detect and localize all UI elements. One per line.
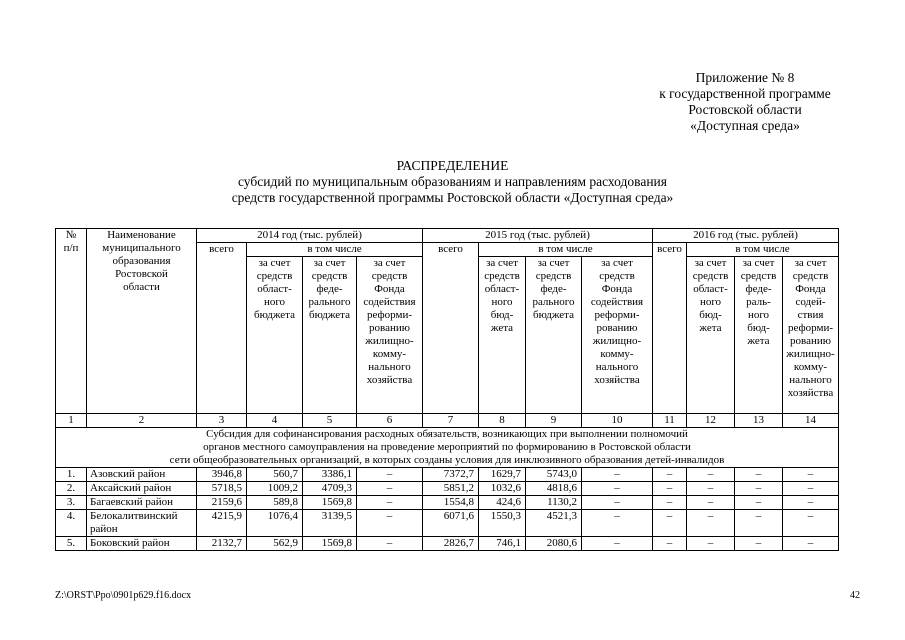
- header-text-line: жета: [699, 322, 722, 334]
- header-text-line: за счет: [694, 257, 727, 269]
- title-line: средств государственной программы Ростовской области «Доступная среда»: [231, 190, 674, 205]
- header-text-line: средств: [792, 270, 829, 282]
- table-row: [56, 537, 839, 551]
- header-text-line: ного: [747, 309, 770, 321]
- value-2016-federal: –: [735, 496, 783, 510]
- header-text-line: раль-: [746, 296, 771, 308]
- header-text-line: бюджета: [253, 309, 295, 321]
- header-text-line: средств: [535, 270, 572, 282]
- value-2014-total: 2159,6: [197, 496, 247, 510]
- header-text-line: рального: [308, 296, 351, 308]
- value-2015-federal: 4818,6: [526, 482, 582, 496]
- header-2016: 2016 год (тыс. рублей): [653, 229, 839, 243]
- header-text-line: рованию: [369, 322, 410, 334]
- header-text-line: содействия: [590, 296, 644, 308]
- header-including-2015: в том числе: [479, 243, 653, 257]
- column-number: 5: [303, 414, 357, 428]
- header-2015: 2015 год (тыс. рублей): [423, 229, 653, 243]
- value-2015-total: 6071,6: [423, 510, 479, 537]
- header-total-2015: всего: [423, 243, 479, 414]
- column-number: 8: [479, 414, 526, 428]
- value-2015-federal: 5743,0: [526, 468, 582, 482]
- stack: [89, 229, 194, 294]
- value-2016-fund: –: [783, 510, 839, 537]
- row-number: 3.: [56, 496, 87, 510]
- value-2016-total: –: [653, 482, 687, 496]
- value-2016-federal: –: [735, 537, 783, 551]
- header-text-line: рованию: [790, 335, 831, 347]
- header-text-line: жилищно-: [786, 348, 835, 360]
- header-total-2014: всего: [197, 243, 247, 414]
- column-number: 14: [783, 414, 839, 428]
- value-2016-total: –: [653, 510, 687, 537]
- value-2015-regional: 1032,6: [479, 482, 526, 496]
- header-text-line: хозяйства: [787, 387, 834, 399]
- value-2016-federal: –: [735, 468, 783, 482]
- column-number: 12: [687, 414, 735, 428]
- title-line: РАСПРЕДЕЛЕНИЕ: [396, 158, 509, 173]
- header-text-line: средств: [256, 270, 293, 282]
- header-text-line: хозяйства: [366, 374, 413, 386]
- table-row: [56, 482, 839, 496]
- header-text-line: феде-: [316, 283, 343, 295]
- value-2016-regional: –: [687, 537, 735, 551]
- value-2014-total: 4215,9: [197, 510, 247, 537]
- page-number: 42: [850, 590, 860, 601]
- table-row: [56, 496, 839, 510]
- document-title: [0, 158, 905, 206]
- header-text-line: жета: [490, 322, 514, 334]
- value-2014-fund: –: [357, 468, 423, 482]
- column-number: 6: [357, 414, 423, 428]
- value-2014-regional: 1009,2: [247, 482, 303, 496]
- value-2014-regional: 560,7: [247, 468, 303, 482]
- header-text-line: реформи-: [788, 322, 833, 334]
- value-2016-total: –: [653, 496, 687, 510]
- value-2015-fund: –: [582, 482, 653, 496]
- header-text-line: хозяйства: [594, 374, 640, 386]
- header-text-line: ствия: [797, 309, 824, 321]
- header-text-line: комму-: [600, 348, 634, 360]
- header-2016-fund: [783, 257, 839, 414]
- header-text-line: феде-: [540, 283, 567, 295]
- header-text-line: Фонда: [601, 283, 633, 295]
- value-2014-total: 2132,7: [197, 537, 247, 551]
- column-number: 1: [56, 414, 87, 428]
- column-number: 13: [735, 414, 783, 428]
- value-2015-fund: –: [582, 468, 653, 482]
- header-text-line: Наименование: [107, 229, 176, 241]
- row-number: 1.: [56, 468, 87, 482]
- header-text-line: за счет: [373, 257, 406, 269]
- header-text-line: средств: [371, 270, 408, 282]
- footer-file-path: Z:\ORST\Ppo\0901p629.f16.docx: [55, 590, 192, 601]
- column-number: 3: [197, 414, 247, 428]
- header-text-line: бюд-: [699, 309, 722, 321]
- header-text-line: област-: [484, 283, 520, 295]
- column-number: 9: [526, 414, 582, 428]
- value-2014-federal: 3139,5: [303, 510, 357, 537]
- header-text-line: бюд-: [490, 309, 514, 321]
- row-number: 5.: [56, 537, 87, 551]
- header-text-line: средств: [311, 270, 348, 282]
- header-text-line: бюджета: [308, 309, 350, 321]
- header-text-line: феде-: [745, 283, 772, 295]
- header-text-line: реформи-: [367, 309, 412, 321]
- header-text-line: бюджета: [532, 309, 574, 321]
- value-2015-federal: 1130,2: [526, 496, 582, 510]
- municipality-name: Белокалитвинский район: [87, 510, 197, 537]
- header-text-line: за счет: [742, 257, 775, 269]
- value-2014-regional: 1076,4: [247, 510, 303, 537]
- header-2014-federal: [303, 257, 357, 414]
- header-text-line: жилищно-: [592, 335, 642, 347]
- value-2016-fund: –: [783, 537, 839, 551]
- table-row: [56, 510, 839, 537]
- header-text-line: за счет: [794, 257, 827, 269]
- header-2015-regional: [479, 257, 526, 414]
- value-2016-fund: –: [783, 482, 839, 496]
- value-2015-total: 2826,7: [423, 537, 479, 551]
- value-2015-fund: –: [582, 510, 653, 537]
- header-number: № п/п: [56, 229, 87, 414]
- header-row-years: [56, 229, 839, 243]
- row-number: 4.: [56, 510, 87, 537]
- value-2016-fund: –: [783, 468, 839, 482]
- header-2014: 2014 год (тыс. рублей): [197, 229, 423, 243]
- header-text-line: ного: [699, 296, 722, 308]
- header-text-line: Фонда: [795, 283, 826, 295]
- header-text-line: содей-: [795, 296, 826, 308]
- header-text-line: муниципального: [102, 242, 181, 254]
- value-2016-regional: –: [687, 496, 735, 510]
- header-text-line: жета: [747, 335, 770, 347]
- value-2016-regional: –: [687, 510, 735, 537]
- municipality-name: Азовский район: [87, 468, 197, 482]
- value-2016-federal: –: [735, 510, 783, 537]
- municipality-name: Аксайский район: [87, 482, 197, 496]
- value-2016-federal: –: [735, 482, 783, 496]
- header-text-line: нального: [368, 361, 411, 373]
- header-text-line: комму-: [372, 348, 407, 360]
- header-including-2014: в том числе: [247, 243, 423, 257]
- appendix-block: [645, 70, 845, 134]
- value-2015-total: 1554,8: [423, 496, 479, 510]
- value-2014-regional: 562,9: [247, 537, 303, 551]
- header-2014-regional: [247, 257, 303, 414]
- column-numbers-row: [56, 414, 839, 428]
- header-text-line: рованию: [596, 322, 638, 334]
- header-text-line: содействия: [363, 296, 416, 308]
- table-row: [56, 468, 839, 482]
- header-text-line: за счет: [486, 257, 518, 269]
- header-text-line: ного: [263, 296, 286, 308]
- header-2016-regional: [687, 257, 735, 414]
- value-2014-fund: –: [357, 510, 423, 537]
- municipality-name: Боковский район: [87, 537, 197, 551]
- value-2016-regional: –: [687, 482, 735, 496]
- header-text-line: образования: [112, 255, 171, 267]
- header-text-line: нального: [595, 361, 639, 373]
- value-2014-federal: 3386,1: [303, 468, 357, 482]
- value-2014-total: 3946,8: [197, 468, 247, 482]
- header-text-line: жилищно-: [365, 335, 414, 347]
- header-text-line: за счет: [313, 257, 346, 269]
- value-2015-federal: 4521,3: [526, 510, 582, 537]
- distribution-table: [55, 228, 839, 551]
- header-text-line: за счет: [601, 257, 633, 269]
- header-text-line: области: [123, 281, 160, 293]
- header-text-line: средств: [484, 270, 520, 282]
- header-2014-fund: [357, 257, 423, 414]
- header-text-line: област-: [257, 283, 292, 295]
- column-number: 4: [247, 414, 303, 428]
- appendix-line: к государственной программе: [659, 86, 831, 101]
- value-2014-fund: –: [357, 496, 423, 510]
- value-2014-fund: –: [357, 537, 423, 551]
- header-text-line: средств: [692, 270, 729, 282]
- header-text-line: средств: [599, 270, 635, 282]
- value-2015-regional: 424,6: [479, 496, 526, 510]
- header-text-line: Ростовской: [115, 268, 168, 280]
- value-2014-regional: 589,8: [247, 496, 303, 510]
- header-name: [87, 229, 197, 414]
- header-2015-fund: [582, 257, 653, 414]
- value-2015-fund: –: [582, 496, 653, 510]
- header-text-line: ного: [491, 296, 513, 308]
- value-2014-federal: 1569,8: [303, 496, 357, 510]
- value-2014-federal: 1569,8: [303, 537, 357, 551]
- header-2016-federal: [735, 257, 783, 414]
- header-including-2016: в том числе: [687, 243, 839, 257]
- appendix-line: Ростовской области: [688, 102, 802, 117]
- appendix-line: Приложение № 8: [695, 70, 795, 85]
- value-2016-total: –: [653, 468, 687, 482]
- section-header-row: [56, 428, 839, 468]
- header-text-line: за счет: [258, 257, 291, 269]
- value-2014-total: 5718,5: [197, 482, 247, 496]
- value-2015-regional: 1629,7: [479, 468, 526, 482]
- value-2014-federal: 4709,3: [303, 482, 357, 496]
- value-2014-fund: –: [357, 482, 423, 496]
- value-2016-regional: –: [687, 468, 735, 482]
- header-2015-federal: [526, 257, 582, 414]
- column-number: 7: [423, 414, 479, 428]
- value-2016-fund: –: [783, 496, 839, 510]
- column-number: 10: [582, 414, 653, 428]
- municipality-name: Багаевский район: [87, 496, 197, 510]
- header-text-line: нального: [789, 374, 832, 386]
- row-number: 2.: [56, 482, 87, 496]
- header-text-line: рального: [532, 296, 575, 308]
- column-number: 11: [653, 414, 687, 428]
- value-2015-total: 7372,7: [423, 468, 479, 482]
- header-total-2016: всего: [653, 243, 687, 414]
- value-2015-total: 5851,2: [423, 482, 479, 496]
- title-line: субсидий по муниципальным образованиям и направлениям расходования: [237, 174, 667, 189]
- header-text-line: за счет: [537, 257, 570, 269]
- header-text-line: Фонда: [374, 283, 405, 295]
- value-2015-federal: 2080,6: [526, 537, 582, 551]
- header-text-line: комму-: [793, 361, 828, 373]
- section-title: Субсидия для софинансирования расходных обязательств, возникающих при выполнении полномочий органов местного самоуправления на проведение мероприятий по формированию в Ростовской области сети общеобразовательных организаций, в которых созданы условия для инклюзивного образования детей-инвалидов: [56, 428, 839, 468]
- header-text-line: реформи-: [594, 309, 640, 321]
- header-text-line: област-: [693, 283, 728, 295]
- value-2015-regional: 1550,3: [479, 510, 526, 537]
- value-2015-fund: –: [582, 537, 653, 551]
- column-number: 2: [87, 414, 197, 428]
- header-text-line: бюд-: [747, 322, 770, 334]
- appendix-line: «Доступная среда»: [690, 118, 800, 133]
- value-2015-regional: 746,1: [479, 537, 526, 551]
- header-text-line: средств: [740, 270, 777, 282]
- value-2016-total: –: [653, 537, 687, 551]
